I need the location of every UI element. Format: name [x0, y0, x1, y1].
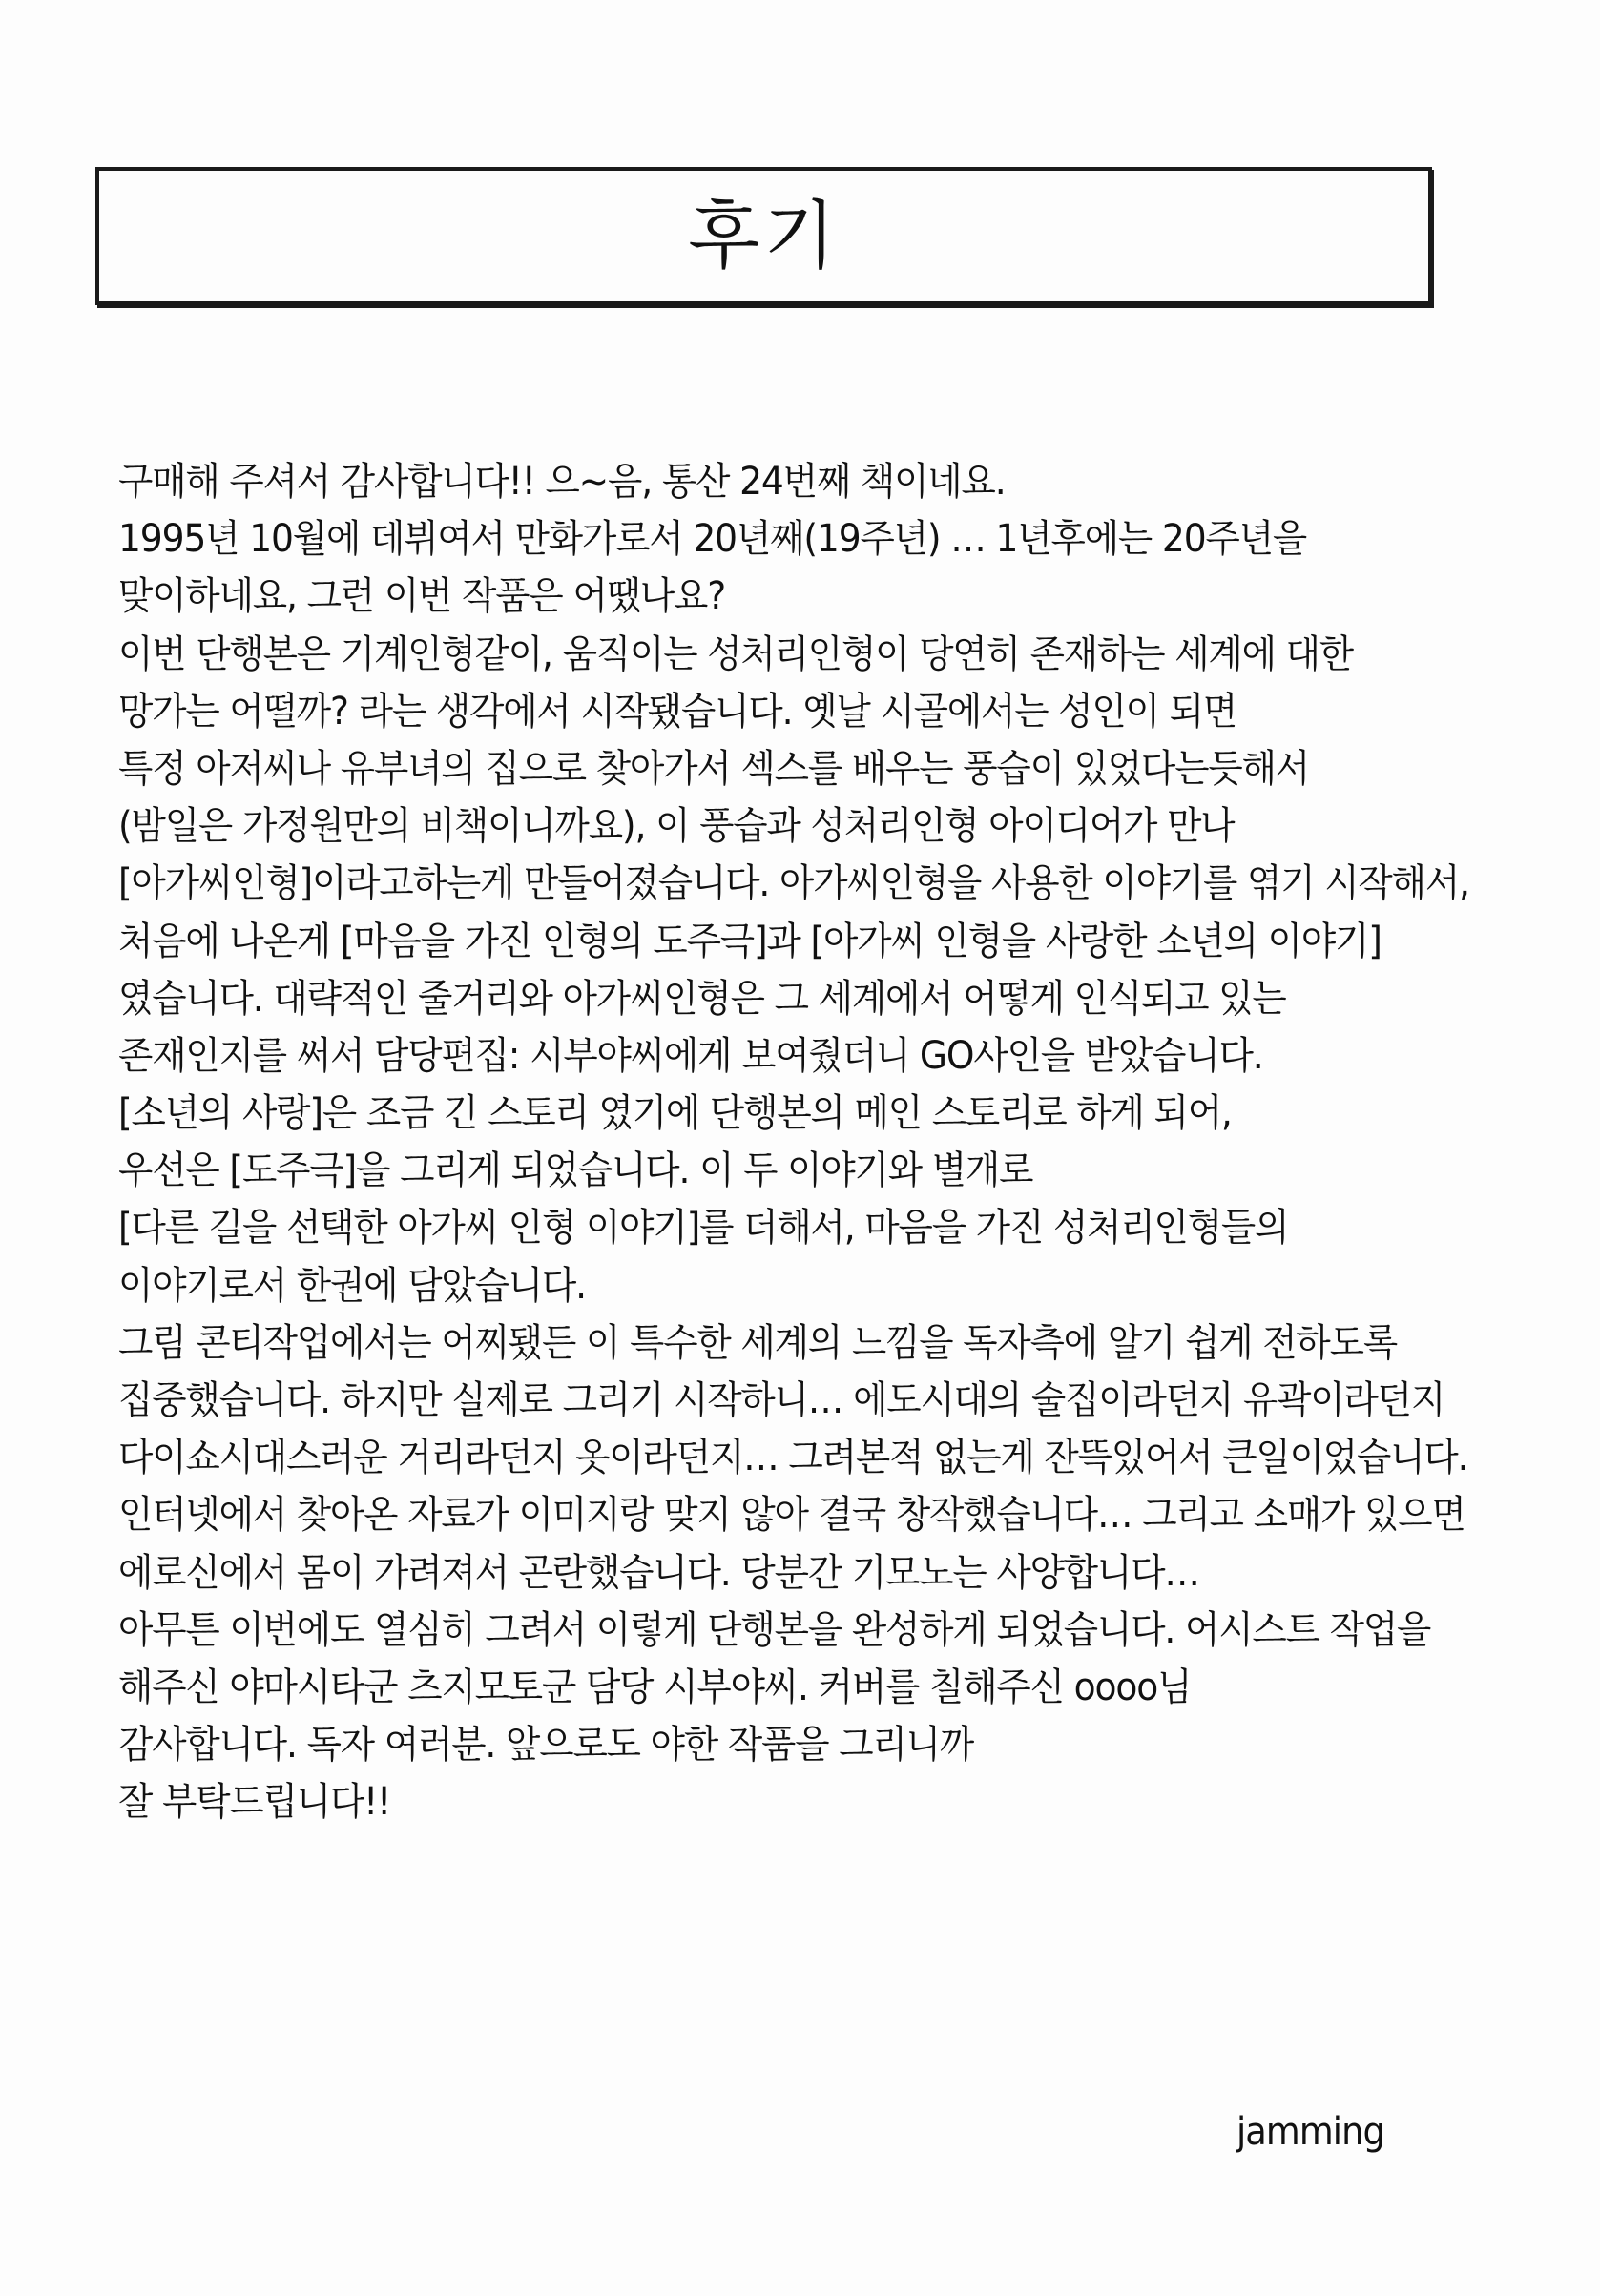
body-line: 1995년 10월에 데뷔여서 만화가로서 20년째(19주년) … 1년후에는 20주년을 — [118, 517, 1307, 562]
body-line: 구매해 주셔서 감사합니다!! 으~음, 통산 24번째 책이네요. — [118, 460, 1006, 504]
body-line: 특정 아저씨나 유부녀의 집으로 찾아가서 섹스를 배우는 풍습이 있었다는듯해서 — [118, 746, 1309, 791]
body-line: 해주신 야마시타군 츠지모토군 담당 시부야씨. 커버를 칠해주신 oooo님 — [118, 1665, 1192, 1709]
body-line: 존재인지를 써서 담당편집: 시부야씨에게 보여줬더니 GO사인을 받았습니다. — [118, 1033, 1263, 1078]
body-line: 다이쇼시대스러운 거리라던지 옷이라던지… 그려본적 없는게 잔뜩있어서 큰일이었습니다. — [118, 1436, 1468, 1480]
body-line: [아가씨인형]이라고하는게 만들어졌습니다. 아가씨인형을 사용한 이야기를 엮기 시작해서, — [118, 861, 1469, 906]
body-line: 이야기로서 한권에 담았습니다. — [118, 1263, 586, 1308]
body-line: 에로신에서 몸이 가려져서 곤란했습니다. 당분간 기모노는 사양합니다… — [118, 1550, 1199, 1595]
afterword-body — [118, 453, 1530, 1831]
body-line: 망가는 어떨까? 라는 생각에서 시작됐습니다. 옛날 시골에서는 성인이 되면 — [118, 689, 1237, 734]
author-signature: jamming — [1236, 2110, 1384, 2154]
body-line: 처음에 나온게 [마음을 가진 인형의 도주극]과 [아가씨 인형을 사랑한 소년의 이야기] — [118, 919, 1382, 963]
body-line: 아무튼 이번에도 열심히 그려서 이렇게 단행본을 완성하게 되었습니다. 어시스트 작업을 — [118, 1607, 1431, 1652]
body-line: 잘 부탁드립니다!! — [118, 1780, 391, 1825]
body-line: 이번 단행본은 기계인형같이, 움직이는 성처리인형이 당연히 존재하는 세계에 대한 — [118, 631, 1353, 676]
body-line: 감사합니다. 독자 여러분. 앞으로도 야한 작품을 그리니까 — [118, 1723, 974, 1768]
page-title: 후기 — [688, 193, 840, 279]
body-line: 인터넷에서 찾아온 자료가 이미지랑 맞지 않아 결국 창작했습니다… 그리고 소매가 있으면 — [118, 1493, 1465, 1538]
title-box — [95, 167, 1432, 305]
body-line: 그림 콘티작업에서는 어찌됐든 이 특수한 세계의 느낌을 독자측에 알기 쉽게 전하도록 — [118, 1320, 1398, 1365]
body-line: 였습니다. 대략적인 줄거리와 아가씨인형은 그 세계에서 어떻게 인식되고 있는 — [118, 976, 1286, 1021]
body-line: 집중했습니다. 하지만 실제로 그리기 시작하니… 에도시대의 술집이라던지 유곽이라던지 — [118, 1378, 1445, 1422]
body-line: (밤일은 가정원만의 비책이니까요), 이 풍습과 성처리인형 아이디어가 만나 — [118, 804, 1235, 849]
body-line: 맞이하네요, 그런 이번 작품은 어땠나요? — [118, 574, 726, 619]
body-line: [소년의 사랑]은 조금 긴 스토리 였기에 단행본의 메인 스토리로 하게 되어, — [118, 1091, 1232, 1136]
body-line: [다른 길을 선택한 아가씨 인형 이야기]를 더해서, 마음을 가진 성처리인형들의 — [118, 1206, 1289, 1251]
body-line: 우선은 [도주극]을 그리게 되었습니다. 이 두 이야기와 별개로 — [118, 1148, 1033, 1193]
